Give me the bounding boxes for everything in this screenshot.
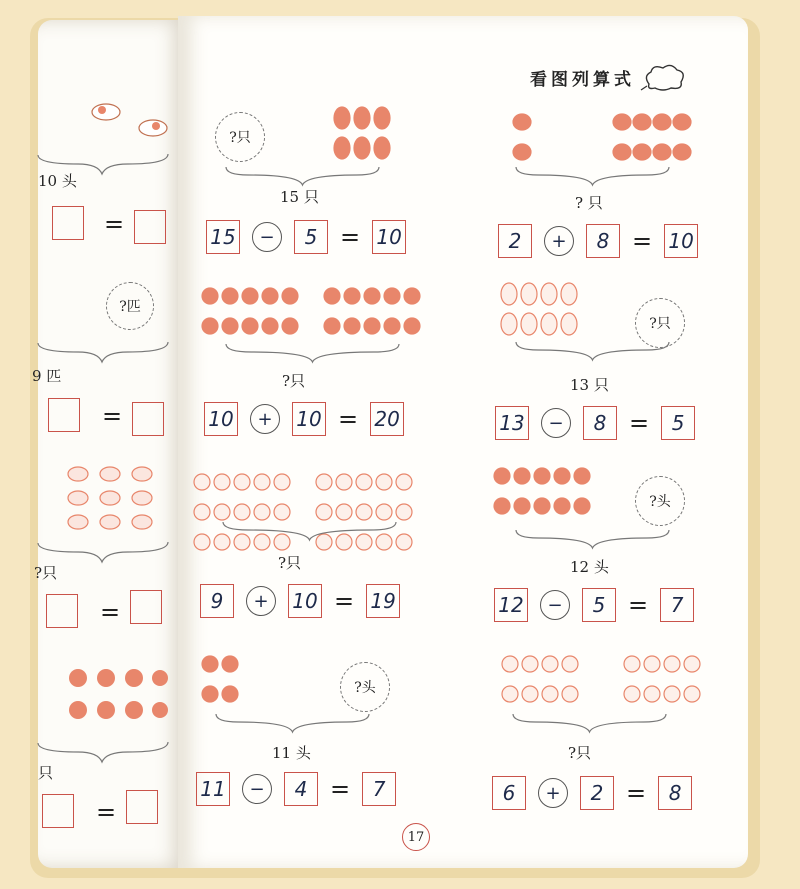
brace: [515, 165, 670, 189]
animal-figure: [502, 656, 518, 672]
operand-box[interactable]: 11: [196, 772, 230, 806]
animal-figure: [356, 504, 372, 520]
equals-sign: =: [104, 210, 125, 238]
operator-circle[interactable]: +: [250, 404, 280, 434]
rabbit-icon: [330, 104, 440, 174]
animal-figure: [494, 498, 510, 514]
equation-row: [492, 776, 692, 810]
deer-icon: [198, 650, 308, 720]
result-box[interactable]: 10: [664, 224, 698, 258]
operand-box[interactable]: 8: [583, 406, 617, 440]
animal-figure: [562, 686, 578, 702]
animal-figure: [316, 474, 332, 490]
operand-box[interactable]: 2: [580, 776, 614, 810]
animal-figure: [404, 288, 420, 304]
animal-figure: [274, 504, 290, 520]
animal-figure: [254, 474, 270, 490]
animal-figure: [242, 288, 258, 304]
answer-box[interactable]: [132, 402, 164, 436]
operand-box[interactable]: 10: [292, 402, 326, 436]
question-bubble: ?匹: [106, 282, 154, 330]
animal-figure: [336, 474, 352, 490]
animal-figure: [664, 656, 680, 672]
animal-figure: [222, 686, 238, 702]
question-bubble: ?只: [215, 112, 265, 162]
brace: [222, 520, 397, 544]
question-bubble: ?头: [340, 662, 390, 712]
operand-box[interactable]: 9: [200, 584, 234, 618]
animal-figure: [194, 504, 210, 520]
animal-figure: [396, 474, 412, 490]
answer-box[interactable]: [130, 590, 162, 624]
animal-figure: [653, 114, 671, 130]
operator-circle[interactable]: +: [246, 586, 276, 616]
cloud-icon: [641, 62, 687, 92]
answer-box[interactable]: [46, 594, 78, 628]
result-box[interactable]: 7: [660, 588, 694, 622]
equation-row: [200, 584, 400, 618]
animal-figure: [324, 318, 340, 334]
operand-box[interactable]: 5: [294, 220, 328, 254]
animal-figure: [202, 686, 218, 702]
animal-figure: [364, 288, 380, 304]
operand-box[interactable]: 6: [492, 776, 526, 810]
animal-figure: [376, 504, 392, 520]
brace: [225, 342, 400, 366]
animal-figure: [274, 474, 290, 490]
animal-figure: [234, 504, 250, 520]
question-bubble: ?头: [635, 476, 685, 526]
animal-figure: [234, 474, 250, 490]
answer-box[interactable]: [134, 210, 166, 244]
animal-figure: [541, 313, 557, 335]
animal-figure: [194, 474, 210, 490]
operand-box[interactable]: 10: [204, 402, 238, 436]
result-box[interactable]: 19: [366, 584, 400, 618]
animal-figure: [574, 468, 590, 484]
animal-figure: [561, 283, 577, 305]
hen-icon: [498, 650, 728, 720]
brace: [38, 538, 188, 568]
equals-sign: =: [632, 227, 653, 255]
animal-figure: [514, 498, 530, 514]
total-label: 13 只: [570, 376, 609, 394]
equals-sign: =: [102, 402, 123, 430]
total-label: ? 只: [575, 194, 603, 212]
operand-box[interactable]: 4: [284, 772, 318, 806]
operator-circle[interactable]: −: [541, 408, 571, 438]
animal-figure: [384, 288, 400, 304]
operator-circle[interactable]: −: [540, 590, 570, 620]
result-box[interactable]: 5: [661, 406, 695, 440]
brace: [515, 528, 670, 552]
equation-row: [196, 772, 396, 806]
operand-box[interactable]: 12: [494, 588, 528, 622]
animal-figure: [633, 144, 651, 160]
operator-circle[interactable]: +: [538, 778, 568, 808]
animal-figure: [396, 504, 412, 520]
animal-figure: [542, 686, 558, 702]
animal-figure: [202, 656, 218, 672]
animal-figure: [534, 468, 550, 484]
animal-figure: [513, 144, 531, 160]
brace: [215, 712, 370, 736]
operand-box[interactable]: 8: [586, 224, 620, 258]
page-title: [530, 62, 687, 92]
question-bubble: ?只: [635, 298, 685, 348]
operand-box[interactable]: 13: [495, 406, 529, 440]
equals-sign: =: [334, 587, 355, 615]
animal-figure: [521, 283, 537, 305]
equation-row: [495, 406, 695, 440]
operator-circle[interactable]: −: [252, 222, 282, 252]
animal-figure: [542, 656, 558, 672]
equals-sign: =: [629, 409, 650, 437]
answer-box[interactable]: [48, 398, 80, 432]
animal-figure: [334, 107, 350, 129]
title-text: 看图列算式: [530, 69, 635, 90]
animal-figure: [242, 318, 258, 334]
animal-figure: [376, 474, 392, 490]
brace: [38, 738, 188, 768]
total-label: 15 只: [280, 188, 319, 206]
animal-figure: [513, 114, 531, 130]
equals-sign: =: [340, 223, 361, 251]
left-label: 只: [38, 764, 54, 782]
equals-sign: =: [628, 591, 649, 619]
animal-figure: [354, 137, 370, 159]
animal-figure: [384, 318, 400, 334]
equation-row: [204, 402, 404, 436]
animal-figure: [624, 686, 640, 702]
animal-figure: [334, 137, 350, 159]
animal-figure: [624, 656, 640, 672]
brace: [512, 712, 667, 736]
result-box[interactable]: 10: [372, 220, 406, 254]
cow-icon: [490, 462, 600, 532]
equation-row: [206, 220, 406, 254]
animal-figure: [644, 656, 660, 672]
animal-figure: [633, 114, 651, 130]
animal-figure: [262, 318, 278, 334]
left-label: ?只: [34, 564, 58, 582]
answer-box[interactable]: [52, 206, 84, 240]
animal-figure: [541, 283, 557, 305]
operand-box[interactable]: 10: [288, 584, 322, 618]
animal-figure: [514, 468, 530, 484]
total-label: 12 头: [570, 558, 609, 576]
total-label: ?只: [282, 372, 306, 390]
cow-icon: [68, 90, 178, 150]
animal-figure: [502, 686, 518, 702]
hen-icon: [60, 660, 170, 730]
page-number: 17: [402, 823, 430, 851]
total-label: ?只: [568, 744, 592, 762]
animal-figure: [554, 468, 570, 484]
animal-figure: [374, 107, 390, 129]
answer-box[interactable]: [42, 794, 74, 828]
animal-figure: [374, 137, 390, 159]
animal-figure: [613, 114, 631, 130]
operator-circle[interactable]: −: [242, 774, 272, 804]
animal-figure: [396, 534, 412, 550]
result-box[interactable]: 20: [370, 402, 404, 436]
operand-box[interactable]: 15: [206, 220, 240, 254]
animal-figure: [501, 283, 517, 305]
animal-figure: [684, 656, 700, 672]
equals-sign: =: [100, 598, 121, 626]
animal-figure: [222, 288, 238, 304]
total-label: ?只: [278, 554, 302, 572]
animal-figure: [344, 288, 360, 304]
animal-figure: [644, 686, 660, 702]
animal-figure: [364, 318, 380, 334]
answer-box[interactable]: [126, 790, 158, 824]
brace: [515, 340, 670, 364]
total-label: 11 头: [272, 744, 311, 762]
animal-figure: [522, 656, 538, 672]
animal-figure: [501, 313, 517, 335]
animal-figure: [194, 534, 210, 550]
animal-figure: [664, 686, 680, 702]
animal-figure: [282, 288, 298, 304]
animal-figure: [214, 504, 230, 520]
animal-figure: [684, 686, 700, 702]
left-label: 9 匹: [32, 367, 62, 385]
animal-figure: [356, 474, 372, 490]
animal-figure: [222, 656, 238, 672]
animal-figure: [202, 318, 218, 334]
animal-figure: [222, 318, 238, 334]
left-label: 10 头: [38, 172, 77, 190]
animal-figure: [316, 504, 332, 520]
goose-icon: [190, 468, 420, 568]
animal-figure: [562, 656, 578, 672]
animal-figure: [404, 318, 420, 334]
operand-box[interactable]: 5: [582, 588, 616, 622]
equation-row: [494, 588, 694, 622]
operand-box[interactable]: 2: [498, 224, 532, 258]
animal-figure: [613, 144, 631, 160]
animal-figure: [336, 504, 352, 520]
animal-figure: [673, 114, 691, 130]
animal-figure: [554, 498, 570, 514]
animal-figure: [653, 144, 671, 160]
operator-circle[interactable]: +: [544, 226, 574, 256]
brace: [38, 338, 188, 368]
animal-figure: [522, 686, 538, 702]
animal-figure: [324, 288, 340, 304]
animal-figure: [344, 318, 360, 334]
animal-figure: [673, 144, 691, 160]
animal-figure: [262, 288, 278, 304]
goat-icon: [62, 460, 162, 540]
animal-figure: [561, 313, 577, 335]
equation-row: [498, 224, 698, 258]
animal-figure: [521, 313, 537, 335]
animal-figure: [282, 318, 298, 334]
result-box[interactable]: 8: [658, 776, 692, 810]
animal-figure: [254, 504, 270, 520]
equals-sign: =: [96, 798, 117, 826]
left-page: [32, 20, 188, 868]
animal-figure: [534, 498, 550, 514]
equals-sign: =: [626, 779, 647, 807]
result-box[interactable]: 7: [362, 772, 396, 806]
animal-figure: [202, 288, 218, 304]
animal-figure: [354, 107, 370, 129]
equals-sign: =: [338, 405, 359, 433]
animal-figure: [214, 474, 230, 490]
equals-sign: =: [330, 775, 351, 803]
animal-figure: [494, 468, 510, 484]
animal-figure: [574, 498, 590, 514]
